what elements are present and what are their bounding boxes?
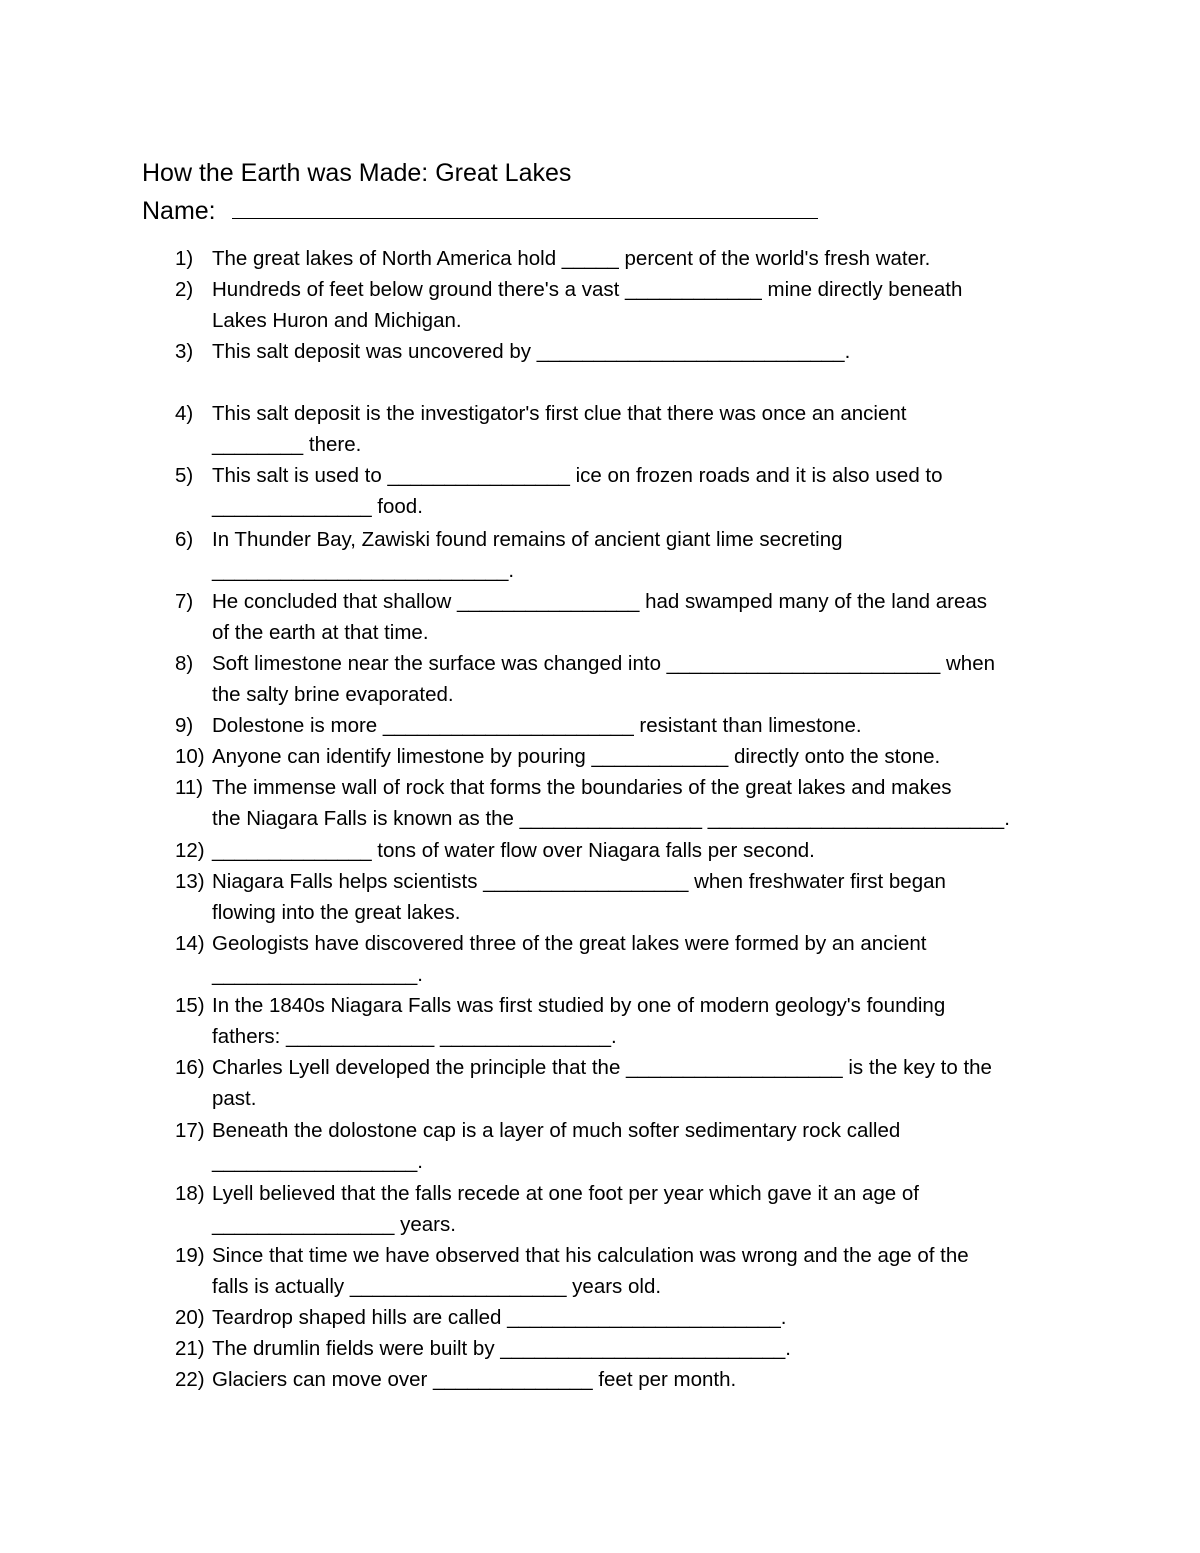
question-number: 6): [175, 528, 194, 551]
question-text-continued: flowing into the great lakes.: [212, 901, 461, 924]
question-number: 9): [175, 714, 194, 737]
question-number: 19): [175, 1244, 205, 1267]
question-text: He concluded that shallow ________________ had swamped many of the land areas: [212, 590, 987, 613]
question-text: This salt is used to ________________ ice on frozen roads and it is also used to: [212, 464, 943, 487]
name-blank-line: [232, 218, 818, 219]
question-number: 1): [175, 247, 194, 270]
question-text-continued: past.: [212, 1087, 257, 1110]
question-text-continued: __________________________.: [212, 559, 515, 582]
question-text: Since that time we have observed that his calculation was wrong and the age of the: [212, 1244, 969, 1267]
question-text: Lyell believed that the falls recede at one foot per year which gave it an age of: [212, 1182, 919, 1205]
question-text: This salt deposit was uncovered by ___________________________.: [212, 340, 851, 363]
question-number: 14): [175, 932, 205, 955]
question-number: 7): [175, 590, 194, 613]
question-text-continued: __________________.: [212, 963, 423, 986]
question-text-continued: ________ there.: [212, 433, 362, 456]
question-text-continued: of the earth at that time.: [212, 621, 429, 644]
question-text: Soft limestone near the surface was changed into ________________________ when: [212, 652, 996, 675]
page-title: How the Earth was Made: Great Lakes: [142, 159, 572, 187]
question-number: 18): [175, 1182, 205, 1205]
name-label: Name:: [142, 197, 216, 225]
question-text-continued: ______________ food.: [212, 495, 423, 518]
question-text-continued: fathers: _____________ _______________.: [212, 1025, 617, 1048]
question-number: 5): [175, 464, 194, 487]
question-text: Niagara Falls helps scientists __________________ when freshwater first began: [212, 870, 946, 893]
question-text: In the 1840s Niagara Falls was first studied by one of modern geology's founding: [212, 994, 946, 1017]
question-text-continued: __________________.: [212, 1150, 423, 1173]
question-text: Hundreds of feet below ground there's a vast ____________ mine directly beneath: [212, 278, 963, 301]
question-text-continued: falls is actually ___________________ years old.: [212, 1275, 662, 1298]
question-text: In Thunder Bay, Zawiski found remains of ancient giant lime secreting: [212, 528, 843, 551]
question-number: 17): [175, 1119, 205, 1142]
question-text: Dolestone is more ______________________ resistant than limestone.: [212, 714, 862, 737]
question-text-continued: ________________ years.: [212, 1213, 456, 1236]
question-number: 12): [175, 839, 205, 862]
question-text: Geologists have discovered three of the great lakes were formed by an ancient: [212, 932, 927, 955]
question-number: 3): [175, 340, 194, 363]
question-number: 21): [175, 1337, 205, 1360]
question-text-continued: the Niagara Falls is known as the ________________ __________________________.: [212, 807, 1010, 830]
question-number: 22): [175, 1368, 205, 1391]
question-number: 10): [175, 745, 205, 768]
question-number: 16): [175, 1056, 205, 1079]
question-text: This salt deposit is the investigator's first clue that there was once an ancient: [212, 402, 907, 425]
question-text: Charles Lyell developed the principle that the ___________________ is the key to the: [212, 1056, 992, 1079]
question-number: 11): [175, 776, 204, 799]
question-number: 15): [175, 994, 205, 1017]
question-text: Glaciers can move over ______________ feet per month.: [212, 1368, 737, 1391]
question-text: The immense wall of rock that forms the boundaries of the great lakes and makes: [212, 776, 952, 799]
question-text: The drumlin fields were built by _________________________.: [212, 1337, 791, 1360]
question-text-continued: Lakes Huron and Michigan.: [212, 309, 462, 332]
question-number: 2): [175, 278, 194, 301]
question-number: 8): [175, 652, 194, 675]
question-text: ______________ tons of water flow over Niagara falls per second.: [212, 839, 815, 862]
question-text: Beneath the dolostone cap is a layer of much softer sedimentary rock called: [212, 1119, 901, 1142]
question-number: 13): [175, 870, 205, 893]
question-text: Teardrop shaped hills are called ________________________.: [212, 1306, 787, 1329]
question-text: The great lakes of North America hold _____ percent of the world's fresh water.: [212, 247, 931, 270]
question-text: Anyone can identify limestone by pouring ____________ directly onto the stone.: [212, 745, 941, 768]
question-number: 20): [175, 1306, 205, 1329]
question-text-continued: the salty brine evaporated.: [212, 683, 454, 706]
question-number: 4): [175, 402, 194, 425]
